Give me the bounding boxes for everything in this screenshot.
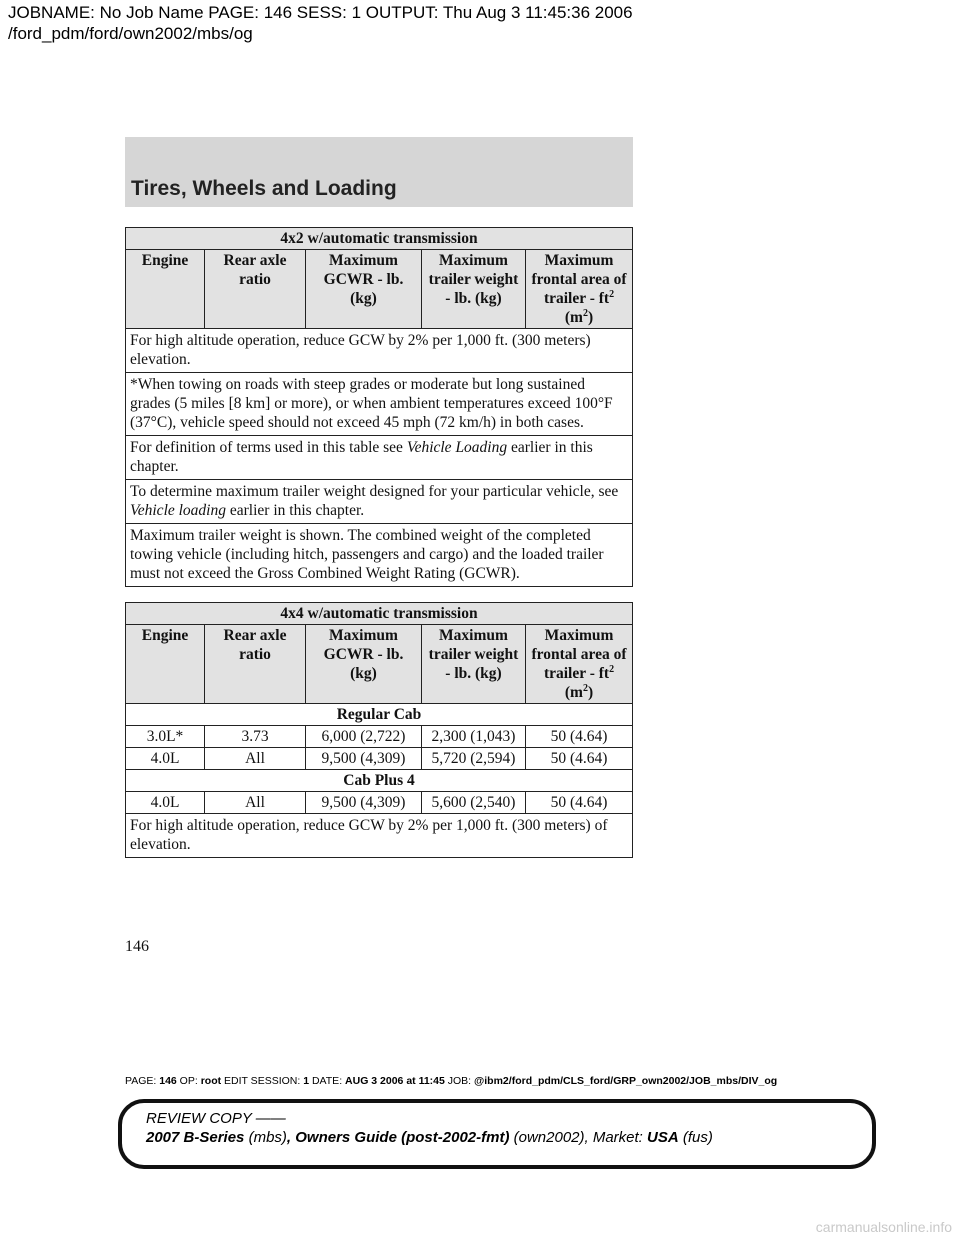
cell-gcwr: 9,500 (4,309) [306,748,422,770]
review-copy-box [118,1099,876,1169]
group-regular-cab: Regular Cab [126,704,633,726]
chapter-bar [125,137,633,207]
review-copy-details: 2007 B-Series (mbs), Owners Guide (post-2002-fmt) (own2002), Market: USA (fus) [146,1129,713,1146]
job-header-line2: /ford_pdm/ford/own2002/mbs/og [8,24,253,43]
table-row [126,726,633,748]
col-rear-axle: Rear axle ratio [205,625,306,704]
col-frontal-area: Maximum frontal area of trailer - $ft^2$ $(m^2)$ [526,250,633,329]
cell-trailer-weight: 5,720 (2,594) [422,748,526,770]
cell-gcwr: 9,500 (4,309) [306,792,422,814]
col-engine: Engine [126,250,205,329]
table-4x4 [125,602,633,858]
review-copy-label: REVIEW COPY —— [146,1110,286,1127]
watermark: carmanualsonline.info [815,1219,952,1235]
cell-frontal-area: 50 (4.64) [526,726,633,748]
note-altitude-4x4: For high altitude operation, reduce GCW by 2% per 1,000 ft. (300 meters) of elevation. [126,814,633,858]
note-determine: To determine maximum trailer weight designed for your particular vehicle, see Vehicle loading earlier in this chapter. [126,480,633,524]
job-footer: PAGE: 146 OP: root EDIT SESSION: 1 DATE: AUG 3 2006 at 11:45 JOB: @ibm2/ford_pdm/CLS_ford/GRP_own2002/JOB_mbs/DIV_og [125,1075,778,1087]
group-cab-plus-4: Cab Plus 4 [126,770,633,792]
table-row [126,792,633,814]
col-rear-axle: Rear axle ratio [205,250,306,329]
col-frontal-area: Maximum frontal area of trailer - $ft^2$ $(m^2)$ [526,625,633,704]
table-4x4-title: 4x4 w/automatic transmission [126,603,633,625]
cell-rear-axle: All [205,748,306,770]
col-engine: Engine [126,625,205,704]
col-gcwr: Maximum GCWR - lb. (kg) [306,250,422,329]
note-altitude: For high altitude operation, reduce GCW by 2% per 1,000 ft. (300 meters) elevation. [126,329,633,373]
job-header-line1: JOBNAME: No Job Name PAGE: 146 SESS: 1 OUTPUT: Thu Aug 3 11:45:36 2006 [8,3,633,22]
cell-trailer-weight: 5,600 (2,540) [422,792,526,814]
cell-gcwr: 6,000 (2,722) [306,726,422,748]
note-max-weight: Maximum trailer weight is shown. The combined weight of the completed towing vehicle (including hitch, passengers and cargo) and the loaded trailer must not exceed the Gross Combined Weight Rating (GCWR). [126,524,633,587]
col-trailer-weight: Maximum trailer weight - lb. (kg) [422,625,526,704]
col-gcwr: Maximum GCWR - lb. (kg) [306,625,422,704]
table-4x2-title: 4x2 w/automatic transmission [126,228,633,250]
page-number: 146 [125,938,149,955]
cell-rear-axle: 3.73 [205,726,306,748]
cell-engine: 4.0L [126,792,205,814]
col-trailer-weight: Maximum trailer weight - lb. (kg) [422,250,526,329]
cell-rear-axle: All [205,792,306,814]
review-copy-text [146,1109,713,1147]
table-4x2 [125,227,633,587]
job-header [8,2,948,44]
table-4x2-header-row [126,250,633,329]
link-vehicle-loading: Vehicle Loading [406,439,508,456]
cell-frontal-area: 50 (4.64) [526,792,633,814]
link-vehicle-loading-2: Vehicle loading [130,502,226,519]
table-4x4-header-row [126,625,633,704]
table-row [126,748,633,770]
cell-frontal-area: 50 (4.64) [526,748,633,770]
note-definition: For definition of terms used in this table see Vehicle Loading earlier in this chapter. [126,436,633,480]
cell-engine: 3.0L* [126,726,205,748]
chapter-title: Tires, Wheels and Loading [131,177,397,200]
cell-trailer-weight: 2,300 (1,043) [422,726,526,748]
cell-engine: 4.0L [126,748,205,770]
note-steep-grades: *When towing on roads with steep grades or moderate but long sustained grades (5 miles [8 km] or more), or when ambient temperatures exceed 100°F (37°C), vehicle speed should not exceed 45 mph (72 km/h) in both cases. [126,373,633,436]
